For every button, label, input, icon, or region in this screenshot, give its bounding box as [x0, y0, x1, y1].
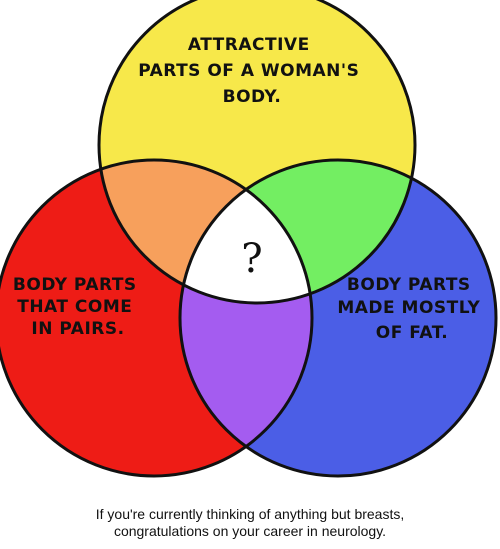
caption	[0, 506, 500, 540]
label-attractive-line: ATTRACTIVE	[187, 35, 310, 55]
label-attractive-line: PARTS OF A WOMAN'S	[138, 61, 360, 81]
label-pairs	[13, 275, 143, 339]
label-fat-line: MADE MOSTLY	[337, 298, 481, 318]
label-pairs-line: THAT COME	[17, 297, 133, 317]
label-pairs-line: BODY PARTS	[12, 275, 137, 295]
label-fat-line: BODY PARTS	[346, 275, 471, 295]
center-question-mark: ?	[241, 236, 263, 282]
label-fat-line: OF FAT.	[375, 323, 449, 343]
caption-line-2: congratulations on your career in neurology.	[113, 523, 387, 539]
caption-line-1: If you're currently thinking of anything but breasts,	[95, 506, 405, 522]
label-pairs-line: IN PAIRS.	[31, 319, 125, 339]
label-attractive-line: BODY.	[222, 87, 282, 107]
